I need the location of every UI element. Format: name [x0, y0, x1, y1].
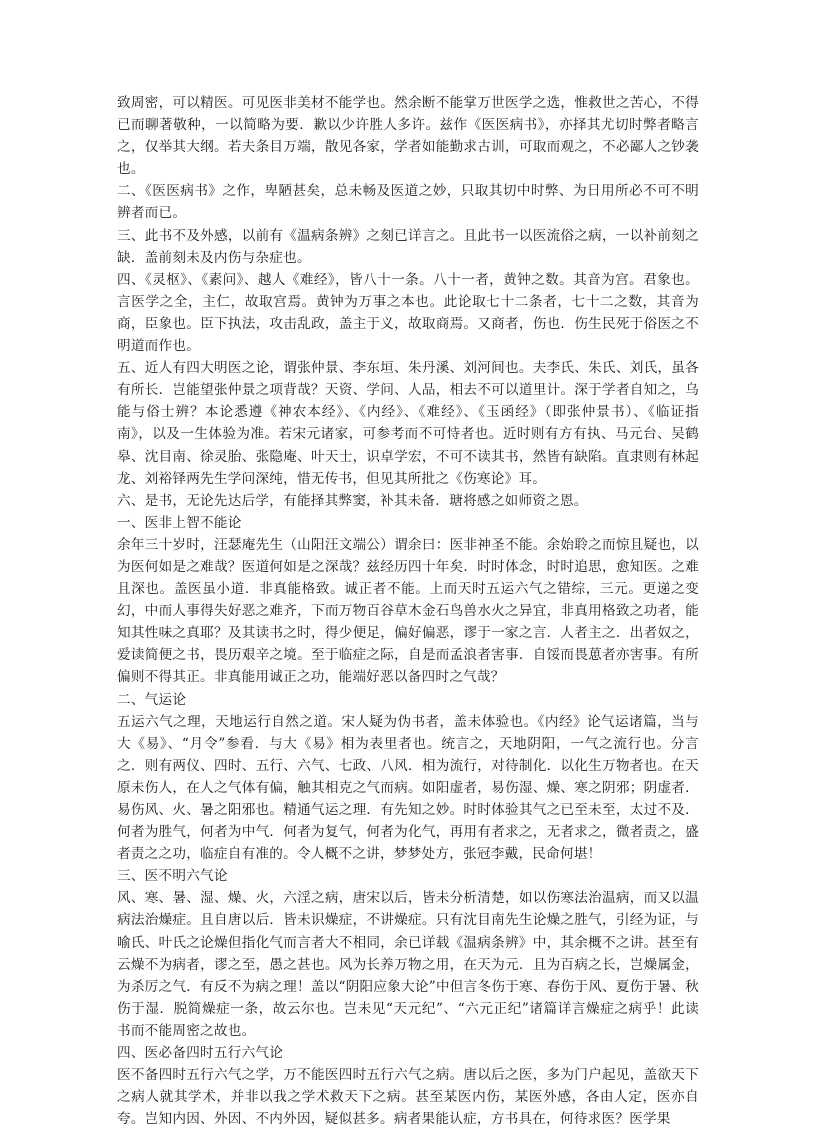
document-body: [117, 92, 699, 1130]
section-3-body: 风、寒、暑、湿、燥、火，六淫之病，唐宋以后，皆未分析清楚，如以伤寒法治温病，而又以温病法治燥症。且自唐以后．皆未识燥症，不讲燥症。只有沈目南先生论燥之胜气，引经为证，与喻氏、叶氏之论燥但指化气而言者大不相同，余已详载《温病条辨》中，其余概不之讲。甚至有云燥不为病者，谬之至，愚之甚也。风为长养万物之用，在天为元．且为百病之长，岂燥属金，为杀厉之气．有反不为病之理！盖以“阴阳应象大论”中但言冬伤于寒、春伤于风、夏伤于暑、秋伤于湿．脱简燥症一条，故云尔也。岂未见“天元纪”、“六元正纪”诸篇详言燥症之病乎！此读书而不能周密之故也。: [117, 890, 699, 1039]
preface-paragraph: 致周密，可以精医。可见医非美材不能学也。然余断不能掌万世医学之选，惟救世之苦心，不得已而聊著敬种，一以简略为要．歉以少许胜人多许。兹作《医医病书》，亦择其尤切时弊者略言之，仅举其大纲。若夫条目万端，散见各家，学者如能勤求古训，可取而观之，不必鄙人之钞袭也。: [117, 95, 699, 178]
section-1-body: 余年三十岁时，汪瑟庵先生（山阳汪文端公）谓余曰：医非神圣不能。余始聆之而惊且疑也，以为医何如是之难哉？医道何如是之深哉？兹经历四十年矣．时时体念，时时追思，愈知医。之难且深也。盖医虽小道．非真能格致。诚正者不能。上而天时五运六气之错综，三元。更递之变幻，中而人事得失好恶之难齐，下而万物百谷草木金石鸟兽水火之异宜，非真用格致之功者，能知其性味之真耶？及其读书之时，得少便足，偏好偏恶，谬于一家之言．人者主之．出者奴之，爱读简便之书，畏历艰辛之境。至于临症之际，自是而孟浪者害事．自馁而畏葸者亦害事。有所偏则不得其正。非真能用诚正之功，能端好恶以备四时之气哉？: [117, 536, 699, 686]
section-4-body: 医不备四时五行六气之学，万不能医四时五行六气之病。唐以后之医，多为门户起见，盖欲天下之病人就其学术，并非以我之学术救天下之病。甚至某医内伤，某医外感，各由人定，医亦自夸。岂知内因、外因、不内外因，疑似甚多。病者果能认症，方书具在，何待求医？医学果: [117, 1067, 699, 1128]
section-heading-4: 四、医必备四时五行六气论: [117, 1045, 284, 1062]
preface-item-3: 三、此书不及外感，以前有《温病条辨》之刻已详言之。且此书一以医流俗之病，一以补前刻之缺．盖前刻未及内伤与杂症也。: [117, 227, 699, 266]
section-heading-3: 三、医不明六气论: [117, 868, 228, 885]
section-2-body: 五运六气之理，天地运行自然之道。宋人疑为伪书者，盖未体验也。《内经》论气运诸篇，当与大《易》、“月令”参看．与大《易》相为表里者也。统言之，天地阴阳，一气之流行也。分言之．则有两仪、四时、五行、六气、七政、八风．相为流行，对待制化．以化生万物者也。在天原未伤人，在人之气体有偏，触其相克之气而病。如阳虚者，易伤湿、燥、寒之阴邪；阴虚者．易伤风、火、暑之阳邪也。精通气运之理．有先知之妙。时时体验其气之已至未至，太过不及．何者为胜气，何者为中气．何者为复气，何者为化气，再用有者求之，无者求之，微者责之，盛者责之之功，临症自有准的。令人概不之讲，梦梦处方，张冠李戴，民命何堪！: [117, 713, 699, 863]
preface-item-6: 六、是书，无论先达后学，有能择其弊窦，补其未备．瑭将感之如师资之恩。: [117, 492, 588, 509]
preface-item-4: 四、《灵枢》、《素问》、越人《难经》，皆八十一条。八十一者，黄钟之数。其音为宫。君象也。言医学之全，主仁，故取宫焉。黄钟为万事之本也。此论取七十二条者，七十二之数，其音为商，臣象也。臣下执法，攻击乱政，盖主于义，故取商焉。又商者，伤也．伤生民死于俗医之不明道而作也。: [117, 271, 699, 355]
preface-item-2: 二、《医医病书》之作，卑陋甚矣，总未畅及医道之妙，只取其切中时弊、为日用所必不可不明辨者而已。: [117, 183, 699, 222]
section-heading-2: 二、气运论: [117, 691, 187, 708]
preface-item-5: 五、近人有四大明医之论，谓张仲景、李东垣、朱丹溪、刘河间也。夫李氏、朱氏、刘氏，虽各有所长．岂能望张仲景之项背哉？天资、学问、人品，相去不可以道里计。深于学者自知之，乌能与俗士辨？本论悉遵《神农本经》、《内经》、《难经》、《玉函经》（即张仲景书）、《临证指南》，以及一生体验为准。若宋元诸家，可参考而不可恃者也。近时则有方有执、马元台、吴鹤皋、沈目南、徐灵胎、张隐庵、叶天士，识卓学宏，不可不读其书，然皆有缺陷。直隶则有林起龙、刘裕铎两先生学问深纯，惜无传书，但见其所批之《伤寒论》耳。: [117, 360, 699, 487]
section-heading-1: 一、医非上智不能论: [117, 514, 242, 531]
